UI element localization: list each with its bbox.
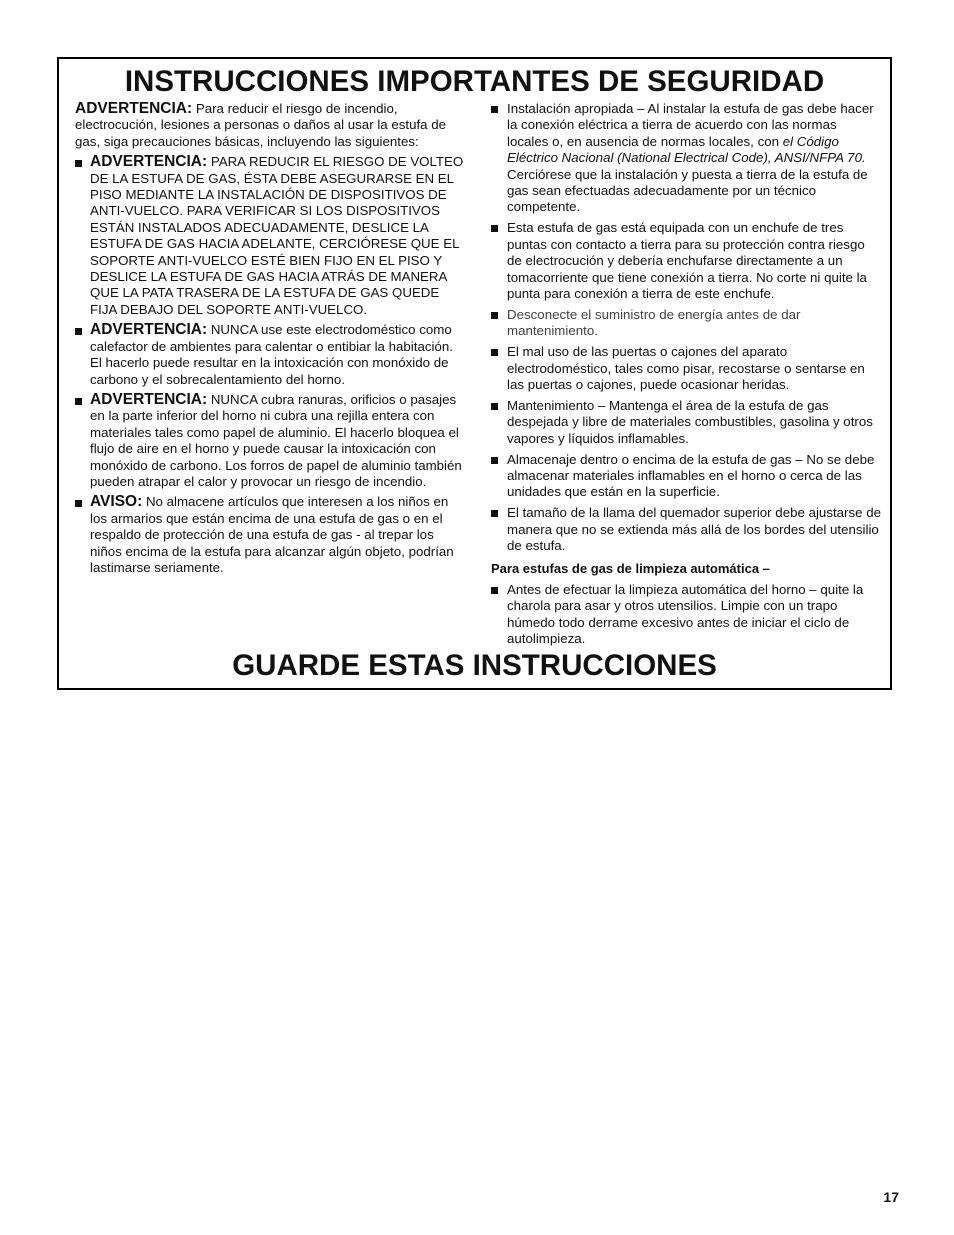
- code-reference: el Código Eléctrico Nacional (National Electrical Code), ANSI/NFPA 70.: [507, 133, 866, 166]
- item-text: PARA REDUCIR EL RIESGO DE VOLTEO DE LA ESTUFA DE GAS, ÉSTA DEBE ASEGURARSE EN EL PISO MEDIANTE LA INSTALACIÓN DE DISPOSITIVOS DE ANTI-VUELCO. PARA VERIFICAR SI LOS DISPOSITIVOS ESTÁN INSTALADOS ADECUADAMENTE, DESLICE LA ESTUFA DE GAS HACIA ADELANTE, CERCIÓRESE QUE EL SOPORTE ANTI-VUELCO ESTÉ BIEN FIJO EN EL PISO Y DESLICE LA ESTUFA DE GAS HACIA ATRÁS DE MANERA QUE LA PATA TRASERA DE LA ESTUFA DE GAS QUEDE FIJA DEBAJO DEL SOPORTE ANTI-VUELCO.: [90, 154, 464, 317]
- left-column: [75, 101, 465, 580]
- save-instructions-title: GUARDE ESTAS INSTRUCCIONES: [232, 649, 717, 682]
- item-text: El tamaño de la llama del quemador superior debe ajustarse de manera que no se extienda más allá de los bordes del utensilio de estufa.: [507, 505, 882, 554]
- list-item: [491, 101, 881, 216]
- self-clean-subheading: Para estufas de gas de limpieza automática –: [491, 560, 770, 576]
- item-text: NUNCA cubra ranuras, orificios o pasajes en la parte inferior del horno ni cubra una rejilla entera con materiales tales como papel de aluminio. El hacerlo bloquea el flujo de aire en el horno y puede causar la intoxicación con monóxido de carbono. Los forros de papel de aluminio también pueden atrapar el calor y provocar un riesgo de incendio.: [90, 391, 462, 489]
- bullet-square-icon: [491, 349, 498, 356]
- item-text: Almacenaje dentro o encima de la estufa de gas – No se debe almacenar materiales inflamables en el horno o cerca de las unidades que están en la superficie.: [507, 451, 875, 500]
- page-number: 17: [883, 1189, 899, 1205]
- bullet-square-icon: [491, 510, 498, 517]
- list-item: [75, 494, 465, 576]
- list-item: [491, 398, 881, 447]
- self-clean-list: [491, 582, 881, 648]
- item-text: Cerciórese que la instalación y puesta a tierra de la estufa de gas sean efectuadas adecuadamente por un técnico competente.: [507, 166, 868, 215]
- list-item: [75, 154, 465, 318]
- item-label: ADVERTENCIA:: [90, 153, 208, 171]
- item-text: No almacene artículos que interesen a los niños en los armarios que están encima de una estufa de gas o en el respaldo de protección de una estufa de gas - al trepar los niños encima de la estufa para alcanzar algún objeto, podrían lastimarse seriamente.: [90, 494, 454, 575]
- intro-label: ADVERTENCIA:: [75, 100, 193, 117]
- bullet-square-icon: [491, 312, 498, 319]
- safety-list: [491, 101, 881, 555]
- item-text: Antes de efectuar la limpieza automática del horno – quite la charola para asar y otros utensilios. Limpie con un trapo húmedo todo derrame excesivo antes de iniciar el ciclo de autolimpieza.: [507, 581, 864, 647]
- item-label: ADVERTENCIA:: [90, 390, 208, 408]
- list-item: [75, 322, 465, 388]
- safety-instructions-box: [57, 57, 892, 690]
- bullet-square-icon: [491, 106, 498, 113]
- item-text: Mantenimiento – Mantenga el área de la estufa de gas despejada y libre de materiales combustibles, gasolina y otros vapores y líquidos inflamables.: [507, 397, 873, 446]
- intro-text: Para reducir el riesgo de incendio, electrocución, lesiones a personas o daños al usar la estufa de gas, siga precauciones básicas, incluyendo las siguientes:: [75, 101, 447, 149]
- list-item: [491, 582, 881, 648]
- bullet-square-icon: [491, 457, 498, 464]
- list-item: [491, 344, 881, 393]
- bullet-square-icon: [75, 500, 82, 507]
- item-text: Desconecte el suministro de energía antes de dar mantenimiento.: [507, 306, 801, 339]
- list-item: [491, 220, 881, 302]
- intro-paragraph: [75, 101, 465, 150]
- item-text: Esta estufa de gas está equipada con un enchufe de tres puntas con contacto a tierra para su protección contra riesgo de electrocución y debería enchufarse directamente a un tomacorriente que tiene conexión a tierra. No corte ni quite la punta para conexión a tierra de este enchufe.: [507, 220, 867, 301]
- bullet-square-icon: [75, 398, 82, 405]
- item-label: AVISO:: [90, 493, 143, 511]
- item-label: ADVERTENCIA:: [90, 321, 208, 339]
- list-item: [491, 452, 881, 501]
- bullet-square-icon: [491, 587, 498, 594]
- item-text: NUNCA use este electrodoméstico como calefactor de ambientes para calentar o entibiar la habitación. El hacerlo puede resultar en la intoxicación con monóxido de carbono y el sobrecalentamiento del horno.: [90, 322, 453, 387]
- list-item: [75, 392, 465, 490]
- bullet-square-icon: [491, 225, 498, 232]
- item-text: El mal uso de las puertas o cajones del aparato electrodoméstico, tales como pisar, recostarse o sentarse en las puertas o cajones, puede ocasionar heridas.: [507, 344, 865, 392]
- bullet-square-icon: [75, 328, 82, 335]
- page-title: INSTRUCCIONES IMPORTANTES DE SEGURIDAD: [124, 65, 825, 98]
- bullet-square-icon: [491, 403, 498, 410]
- bullet-square-icon: [75, 160, 82, 167]
- list-item: [491, 505, 881, 554]
- item-text: Instalación apropiada – Al instalar la estufa de gas debe hacer la conexión eléctrica a tierra de acuerdo con las normas locales o, en ausencia de normas locales, con: [507, 101, 874, 149]
- warning-list: [75, 154, 465, 576]
- list-item: [491, 307, 881, 340]
- right-column: [491, 101, 881, 652]
